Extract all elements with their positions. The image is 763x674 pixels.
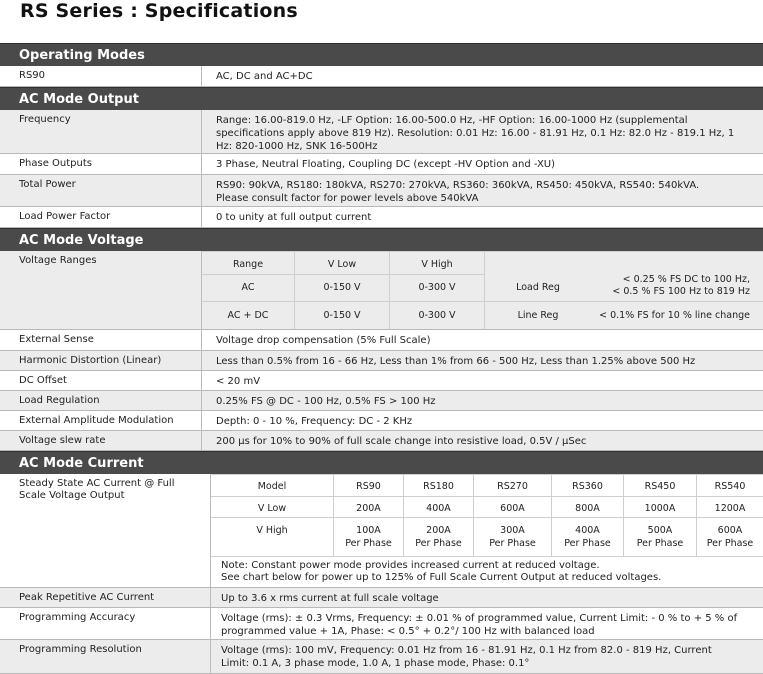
reg-value: < 0.1% FS for 10 % line change [599, 310, 750, 321]
row-harmonic-distortion [0, 351, 763, 371]
label-line: Scale Voltage Output [19, 490, 125, 501]
reg-label: Load Reg [516, 282, 560, 293]
row-peak-repetitive-current [0, 588, 763, 608]
vhigh-header: V High [256, 525, 288, 536]
row-label: Total Power [19, 179, 76, 190]
row-value: 200 μs for 10% to 90% of full scale change into resistive load, 0.5V / μSec [201, 431, 763, 450]
amps: 300A [500, 525, 525, 536]
vhigh-cell [334, 524, 403, 550]
per-phase: Per Phase [489, 538, 536, 549]
page-title: RS Series : Specifications [20, 0, 298, 22]
row-value: Up to 3.6 x rms current at full scale voltage [210, 588, 763, 607]
vlow-cell: 400A [426, 503, 451, 514]
row-value [210, 608, 763, 639]
row-rs90 [0, 66, 763, 87]
section-ac-mode-current: AC Mode Current [0, 451, 763, 474]
vlow-cell: 1200A [714, 503, 746, 514]
row-programming-accuracy [0, 608, 763, 640]
voltage-range-table [201, 251, 763, 329]
model-cell: RS450 [644, 481, 676, 492]
row-label: External Sense [19, 334, 94, 345]
row-load-regulation [0, 391, 763, 411]
value-line: programmed value + 1A, Phase: < 0.5° + 0.2°/ 100 Hz with balanced load [221, 626, 595, 637]
model-cell: RS360 [572, 481, 603, 492]
spec-table [0, 43, 763, 674]
model-cell: RS540 [714, 481, 746, 492]
model-cell: RS270 [497, 481, 528, 492]
vhigh-cell [404, 524, 473, 550]
row-voltage-slew-rate [0, 431, 763, 451]
row-label: Load Regulation [19, 395, 100, 406]
per-phase: Per Phase [345, 538, 392, 549]
row-value [201, 110, 763, 153]
row-value [201, 175, 763, 206]
current-note [221, 560, 661, 584]
vlow-cell: 0-150 V [323, 310, 361, 321]
row-value: Less than 0.5% from 16 - 66 Hz, Less than 1% from 66 - 500 Hz, Less than 1.25% above 500 Hz [201, 351, 763, 370]
row-voltage-ranges [0, 251, 763, 330]
model-cell: RS180 [423, 481, 454, 492]
vlow-header: V Low [257, 503, 287, 514]
per-phase: Per Phase [636, 538, 684, 549]
reg-line: < 0.5 % FS 100 Hz to 819 Hz [612, 286, 750, 297]
value-line: specifications apply above 819 Hz). Resolution: 0.01 Hz: 16.00 - 81.91 Hz, 0.1 Hz: 82.0 Hz - 819.1 Hz, 1 [216, 128, 735, 139]
row-label: External Amplitude Modulation [19, 415, 174, 426]
row-label: RS90 [19, 70, 46, 81]
reg-label: Line Reg [517, 310, 559, 321]
current-table [210, 474, 763, 587]
per-phase: Per Phase [415, 538, 462, 549]
row-label: Load Power Factor [19, 211, 111, 222]
vlow-cell: 200A [356, 503, 381, 514]
value-line: RS90: 90kVA, RS180: 180kVA, RS270: 270kVA, RS360: 360kVA, RS450: 450kVA, RS540: 540kVA. [216, 180, 700, 191]
row-external-am [0, 411, 763, 431]
per-phase: Per Phase [564, 538, 611, 549]
vhigh-cell [474, 524, 551, 550]
row-value: < 20 mV [201, 371, 763, 390]
row-value: Depth: 0 - 10 %, Frequency: DC - 2 KHz [201, 411, 763, 430]
row-dc-offset [0, 371, 763, 391]
row-label: Peak Repetitive AC Current [19, 592, 155, 603]
vhigh-cell: 0-300 V [418, 310, 456, 321]
row-label [0, 474, 200, 587]
row-label: Voltage Ranges [19, 255, 97, 266]
vhigh-cell [624, 524, 696, 550]
row-value: Voltage drop compensation (5% Full Scale) [201, 330, 763, 350]
value-line: Voltage (rms): 100 mV, Frequency: 0.01 Hz from 16 - 81.91 Hz, 0.1 Hz from 82.0 - 819 Hz, Current [221, 645, 712, 656]
row-label: Phase Outputs [19, 158, 92, 169]
amps: 400A [575, 525, 600, 536]
row-frequency [0, 110, 763, 154]
row-label: Programming Resolution [19, 644, 142, 655]
note-line: Note: Constant power mode provides increased current at reduced voltage. [221, 560, 600, 571]
vlow-cell: 600A [500, 503, 525, 514]
range-cell: AC + DC [227, 310, 269, 321]
amps: 600A [717, 525, 743, 536]
row-load-power-factor [0, 207, 763, 228]
section-operating-modes: Operating Modes [0, 43, 763, 66]
vhigh-cell [552, 524, 623, 550]
amps: 500A [647, 525, 673, 536]
model-cell: RS90 [356, 481, 381, 492]
note-line: See chart below for power up to 125% of Full Scale Current Output at reduced voltages. [221, 572, 662, 583]
reg-line: < 0.25 % FS DC to 100 Hz, [622, 274, 750, 285]
row-label: Programming Accuracy [19, 612, 136, 623]
row-label: Harmonic Distortion (Linear) [19, 355, 162, 366]
value-line: Range: 16.00-819.0 Hz, -LF Option: 16.00-500.0 Hz, -HF Option: 16.00-1000 Hz (supplemental [216, 115, 688, 126]
row-value [210, 640, 763, 673]
value-line: Voltage (rms): ± 0.3 Vrms, Frequency: ± 0.01 % of programmed value, Current Limit: - 0 % to + 5 % of [221, 613, 738, 624]
range-cell: AC [241, 282, 255, 293]
value-line: Hz: 820-1000 Hz, SNK 16-500Hz [216, 141, 378, 152]
row-total-power [0, 175, 763, 207]
vlow-cell: 0-150 V [323, 282, 361, 293]
vlow-cell: 800A [575, 503, 600, 514]
section-ac-mode-output: AC Mode Output [0, 87, 763, 110]
row-value: AC, DC and AC+DC [201, 66, 763, 86]
value-line: Please consult factor for power levels above 540kVA [216, 193, 479, 204]
row-label: DC Offset [19, 375, 67, 386]
row-label: Frequency [19, 114, 71, 125]
row-value: 3 Phase, Neutral Floating, Coupling DC (except -HV Option and -XU) [201, 154, 763, 174]
header-range: Range [232, 259, 264, 270]
header-v-low: V Low [327, 259, 357, 270]
vhigh-cell: 0-300 V [418, 282, 456, 293]
amps: 100A [356, 525, 381, 536]
row-value: 0 to unity at full output current [201, 207, 763, 227]
row-phase-outputs [0, 154, 763, 175]
vhigh-cell [697, 524, 763, 550]
model-header: Model [257, 481, 287, 492]
vlow-cell: 1000A [644, 503, 676, 514]
row-label: Voltage slew rate [19, 435, 106, 446]
label-line: Steady State AC Current @ Full [19, 478, 175, 489]
header-v-high: V High [421, 259, 453, 270]
section-ac-mode-voltage: AC Mode Voltage [0, 228, 763, 251]
row-value: 0.25% FS @ DC - 100 Hz, 0.5% FS > 100 Hz [201, 391, 763, 410]
per-phase: Per Phase [706, 538, 754, 549]
reg-value [574, 274, 750, 298]
row-external-sense [0, 330, 763, 351]
value-line: Limit: 0.1 A, 3 phase mode, 1.0 A, 1 phase mode, Phase: 0.1° [221, 658, 530, 669]
row-steady-state-current [0, 474, 763, 588]
row-programming-resolution [0, 640, 763, 674]
amps: 200A [426, 525, 451, 536]
